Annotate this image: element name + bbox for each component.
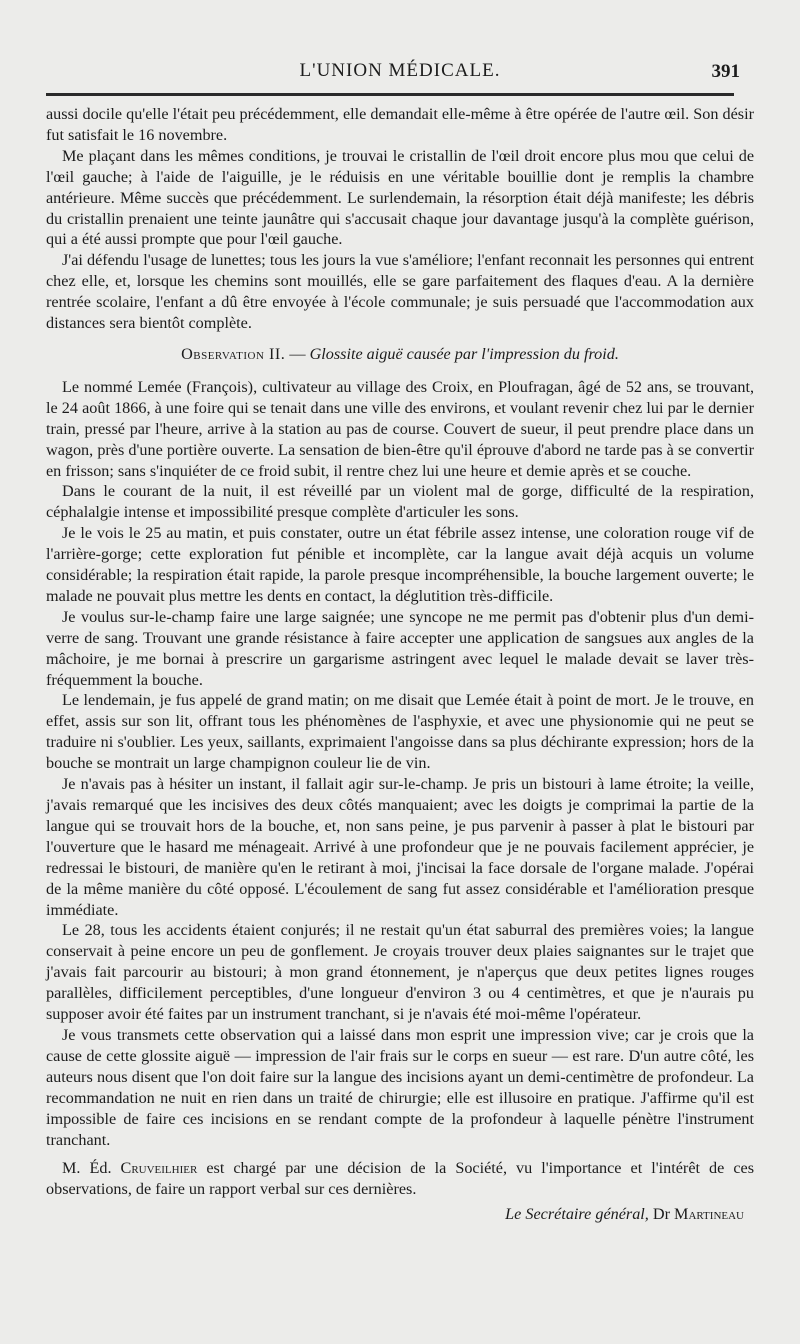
paragraph: Je le vois le 25 au matin, et puis constater, outre un état fébrile assez intense, une coloration rouge vif de l'arrière-gorge; cette exploration fut pénible et incomplète, car la langue avait déjà acquis un volume considérable; la respiration était rapide, la parole presque incompréhensible, la bouche largement ouverte; le malade ne pouvait plus mettre les dents en contact, la déglutition très-difficile. bbox=[46, 524, 754, 605]
paragraph: Dans le courant de la nuit, il est réveillé par un violent mal de gorge, difficulté de la respiration, céphalalgie intense et impossibilité presque complète d'articuler les sons. bbox=[46, 482, 754, 522]
header-rule bbox=[46, 93, 734, 96]
signature-name: Martineau bbox=[674, 1205, 744, 1224]
closing-paragraph bbox=[46, 1158, 754, 1200]
paragraph: J'ai défendu l'usage de lunettes; tous les jours la vue s'améliore; l'enfant reconnait les personnes qui entrent chez elle, et, lorsque les chemins sont mouillés, elle se gare parfaitement des flaques d'eau. A la dernière rentrée scolaire, l'enfant a dû être envoyée à l'école communale; je suis persuadé que l'accommodation aux distances sera bientôt complète. bbox=[46, 251, 754, 333]
paragraph: Me plaçant dans les mêmes conditions, je trouvai le cristallin de l'œil droit encore plus mou que celui de l'œil gauche; à l'aide de l'aiguille, je le réduisis en une véritable bouillie dont je remplis la chambre antérieure. Même succès que précédemment. Le surlendemain, la résorption était déjà manifeste; les débris du cristallin prenaient une teinte jaunâtre qui s'accusait chaque jour davantage jusqu'à la complète guérison, qui a été aussi prompte que pour l'œil gauche. bbox=[46, 146, 754, 249]
closing-rest: est chargé par une décision de la Société, vu l'importance et l'intérêt de ces observations, de faire un rapport verbal sur ces dernières. bbox=[46, 1159, 755, 1199]
paragraph: aussi docile qu'elle l'était peu précédemment, elle demandait elle-même à être opérée de l'autre œil. Son désir fut satisfait le 16 novembre. bbox=[46, 105, 754, 144]
paragraph: Je voulus sur-le-champ faire une large saignée; une syncope ne me permit pas d'obtenir plus d'un demi-verre de sang. Trouvant une grande résistance à faire accepter une application de sangsues aux angles de la mâchoire, je me bornai à prescrire un gargarisme astringent avec lequel le malade devait se laver très-fréquemment la bouche. bbox=[46, 607, 754, 689]
observation-label: Observation II. bbox=[181, 344, 286, 363]
journal-title: L'UNION MÉDICALE. bbox=[299, 60, 501, 81]
signature-role: Le Secrétaire général, bbox=[505, 1205, 649, 1224]
signature bbox=[46, 1204, 754, 1225]
paragraph: Le 28, tous les accidents étaient conjurés; il ne restait qu'un état saburral des premières voies; la langue conservait à peine encore un peu de gonflement. Je croyais trouver deux plaies saignantes sur le trajet que j'avais fait parcourir au bistouri; à mon grand étonnement, je n'aperçus que deux petites lignes rouges parallèles, difficilement perceptibles, d'une longueur d'environ 3 ou 4 centimètres, et que je n'aurais pu supposer avoir été faites par un instrument tranchant, si je n'avais été moi-même l'opérateur. bbox=[46, 921, 754, 1024]
closing-name: Cruveilhier bbox=[120, 1159, 198, 1178]
paragraph: Le lendemain, je fus appelé de grand matin; on me disait que Lemée était à point de mort. Je le trouve, en effet, assis sur son lit, offrant tous les phénomènes de l'asphyxie, et avec une physionomie qui ne peut se traduire ni s'oublier. Les yeux, saillants, exprimaient l'angoisse dans sa plus déchirante expression; hors de la bouche se montrait un large champignon couleur lie de vin. bbox=[46, 691, 754, 773]
observation-dash: — bbox=[285, 344, 310, 363]
paragraph: Le nommé Lemée (François), cultivateur au village des Croix, en Ploufragan, âgé de 52 ans, se trouvant, le 24 août 1866, à une foire qui se tenait dans une ville des environs, et voulant revenir chez lui par le dernier train, pressé par l'heure, arrive à la station au pas de course. Couvert de sueur, il peut prendre place dans un wagon, près d'une portière ouverte. La sensation de bien-être qu'il éprouve d'abord ne tarde pas à se convertir en frisson; sans s'inquiéter de ce froid subit, il rentre chez lui une heure et demie après et se couche. bbox=[46, 377, 754, 480]
running-header bbox=[46, 60, 754, 88]
page-number: 391 bbox=[711, 61, 740, 82]
paragraph: Je vous transmets cette observation qui a laissé dans mon esprit une impression vive; car je crois que la cause de cette glossite aiguë — impression de l'air frais sur le corps en sueur — est rare. D'un autre côté, les auteurs nous disent que l'on doit faire sur la langue des incisions ayant un demi-centimètre de profondeur. La recommandation ne nuit en rien dans un traité de chirurgie; elle est illusoire en pratique. J'affirme qu'il est impossible de faire ces incisions en se rendant compte de la profondeur à laquelle pénètre l'instrument tranchant. bbox=[46, 1025, 754, 1149]
signature-title: Dr bbox=[648, 1205, 675, 1224]
article-body bbox=[46, 104, 754, 1225]
paragraph: Je n'avais pas à hésiter un instant, il fallait agir sur-le-champ. Je pris un bistouri à lame étroite; la veille, j'avais remarqué que les incisives des deux côtés manquaient; avec les doigts je comprimai la partie de la langue qui se trouvait hors de la bouche, et, non sans peine, je pus parvenir à passer à plat le bistouri par l'ouverture que le hasard me ménageait. Arrivé à une profondeur que je ne pouvais facilement apprécier, je redressai le bistouri, de manière qu'en le retirant à moi, j'incisai la face dorsale de l'organe malade. J'opérai de la même manière du côté opposé. L'écoulement de sang fut assez considérable et l'amélioration presque immédiate. bbox=[46, 775, 754, 919]
observation-title: Glossite aiguë causée par l'impression du froid. bbox=[309, 344, 619, 363]
closing-prefix: M. Éd. bbox=[62, 1159, 121, 1178]
observation-heading bbox=[46, 344, 754, 365]
